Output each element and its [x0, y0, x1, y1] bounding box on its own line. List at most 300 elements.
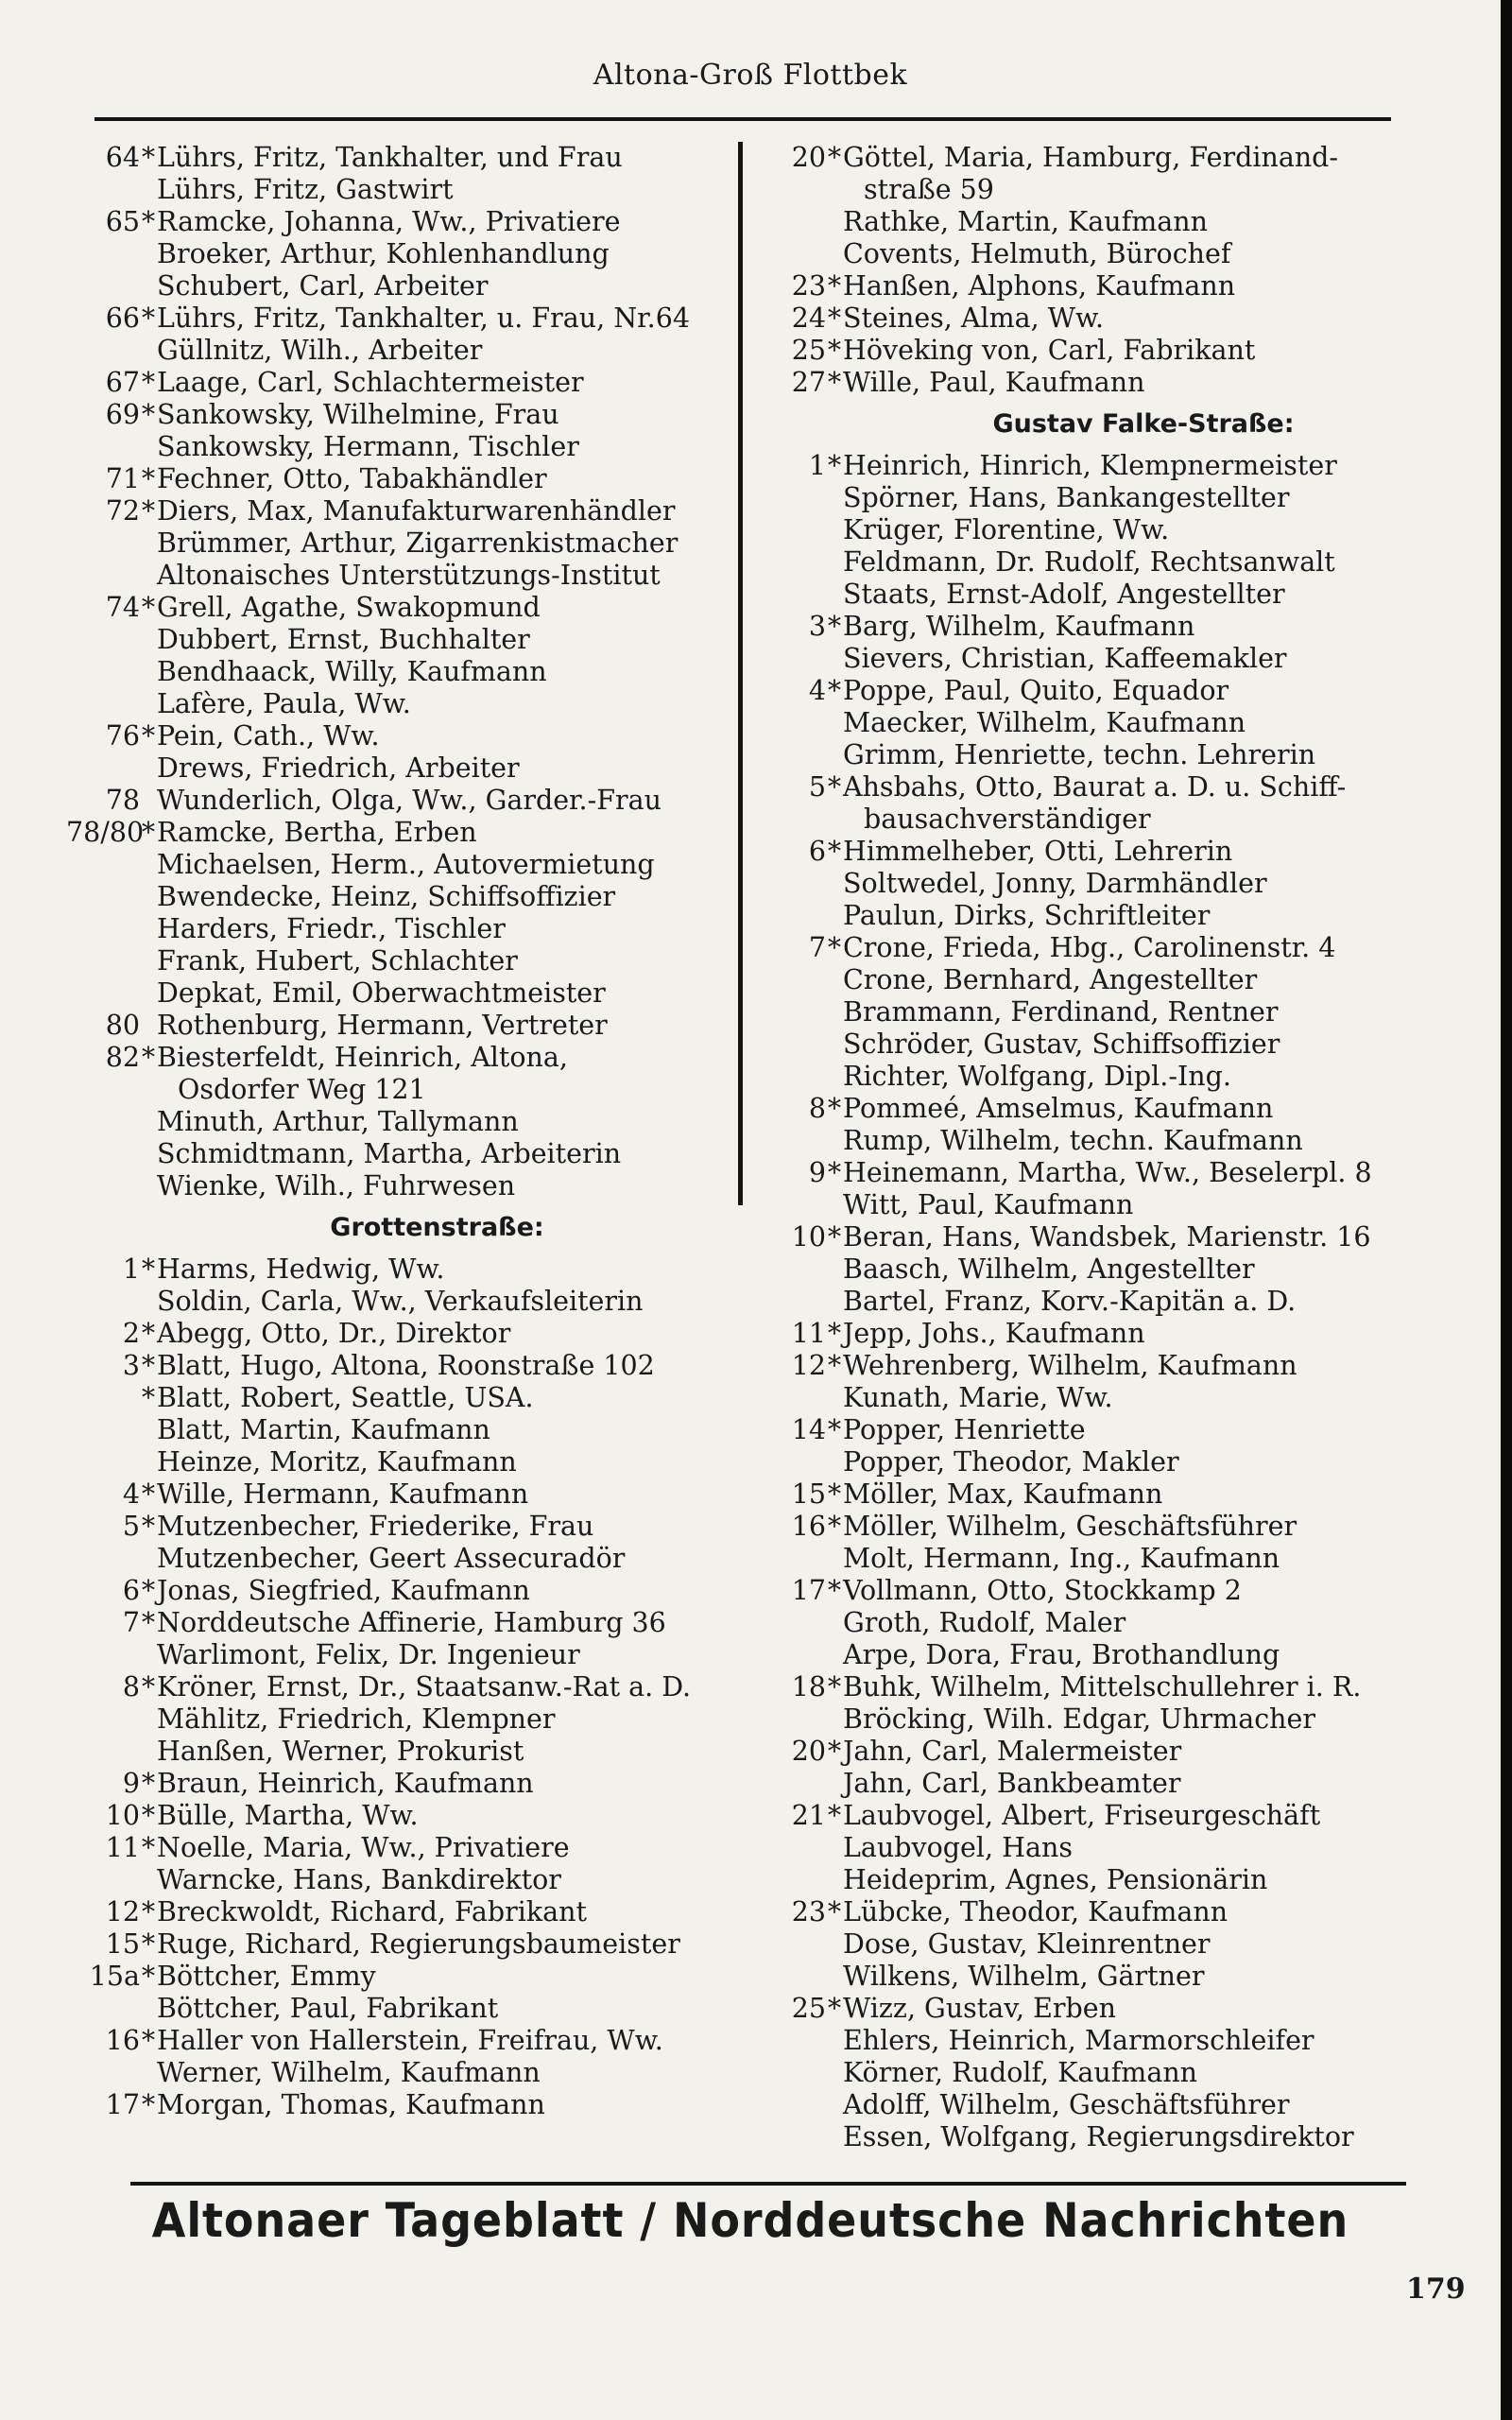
owner-marker — [826, 514, 843, 546]
owner-marker: * — [141, 1961, 156, 1992]
owner-marker — [140, 431, 157, 463]
directory-entry — [756, 335, 1455, 367]
house-number: 25 — [791, 335, 826, 366]
directory-entry — [66, 1170, 732, 1202]
house-number: 15 — [105, 1928, 140, 1960]
house-number: 10 — [105, 1800, 140, 1831]
resident-text: Witt, Paul, Kaufmann — [843, 1189, 1134, 1220]
owner-marker: * — [141, 817, 156, 848]
resident-text: Hanßen, Alphons, Kaufmann — [843, 270, 1236, 302]
directory-entry — [66, 142, 732, 174]
directory-entry — [66, 720, 732, 752]
owner-marker — [140, 1414, 157, 1446]
house-number — [66, 238, 140, 270]
house-number — [756, 1253, 826, 1286]
resident-text: Frank, Hubert, Schlachter — [157, 945, 518, 977]
owner-marker: * — [141, 1896, 156, 1927]
directory-entry — [66, 1639, 732, 1671]
resident-text: Crone, Bernhard, Angestellter — [843, 964, 1258, 995]
directory-entry — [66, 335, 732, 367]
house-number: 16 — [105, 2025, 140, 2056]
directory-entry — [66, 1543, 732, 1575]
house-number: 5 — [122, 1511, 140, 1542]
resident-text: Körner, Rudolf, Kaufmann — [843, 2057, 1198, 2088]
directory-entry — [756, 514, 1455, 546]
house-number — [756, 174, 826, 206]
resident-text: Noelle, Maria, Ww., Privatiere — [157, 1832, 570, 1863]
resident-text: Soltwedel, Jonny, Darmhändler — [843, 868, 1267, 899]
directory-entry — [66, 1896, 732, 1928]
house-number — [66, 1382, 140, 1414]
resident-text: Poppe, Paul, Quito, Equador — [843, 675, 1229, 706]
resident-text: Diers, Max, Manufakturwarenhändler — [157, 495, 676, 527]
house-number — [66, 624, 140, 656]
owner-marker — [826, 964, 843, 996]
directory-entry — [756, 964, 1455, 996]
directory-entry — [66, 1318, 732, 1350]
resident-text: Buhk, Wilhelm, Mittelschullehrer i. R. — [843, 1671, 1362, 1703]
house-number: 74 — [105, 592, 140, 623]
house-number — [756, 1832, 826, 1864]
resident-text: Jepp, Johs., Kaufmann — [843, 1318, 1145, 1349]
resident-text: Warlimont, Felix, Dr. Ingenieur — [157, 1639, 580, 1670]
resident-text: Schubert, Carl, Arbeiter — [157, 270, 489, 302]
house-number — [756, 1639, 826, 1671]
house-number — [756, 2121, 826, 2153]
resident-text: Grell, Agathe, Swakopmund — [157, 592, 541, 623]
resident-text: Jahn, Carl, Bankbeamter — [843, 1768, 1181, 1799]
directory-entry — [66, 945, 732, 977]
resident-text: Broeker, Arthur, Kohlenhandlung — [157, 238, 610, 269]
resident-text: Spörner, Hans, Bankangestellter — [843, 482, 1290, 513]
resident-text: Kunath, Marie, Ww. — [843, 1382, 1113, 1413]
house-number — [66, 1414, 140, 1446]
house-number: 15 — [791, 1478, 826, 1510]
resident-text: Harms, Hedwig, Ww. — [157, 1253, 445, 1285]
resident-text: Rump, Wilhelm, techn. Kaufmann — [843, 1125, 1303, 1156]
resident-text: Molt, Hermann, Ing., Kaufmann — [843, 1543, 1280, 1574]
owner-marker — [140, 1074, 157, 1106]
directory-entry — [66, 1286, 732, 1318]
directory-entry — [66, 752, 732, 785]
resident-text: Möller, Wilhelm, Geschäftsführer — [843, 1511, 1297, 1542]
house-number — [756, 1028, 826, 1061]
house-number: 17 — [791, 1575, 826, 1606]
owner-marker — [140, 688, 157, 720]
house-number: 72 — [105, 495, 140, 527]
house-number: 10 — [791, 1221, 826, 1253]
directory-entry — [756, 1382, 1455, 1414]
owner-marker — [826, 2089, 843, 2121]
owner-marker: * — [141, 720, 156, 752]
owner-marker: * — [141, 1042, 156, 1073]
house-number — [66, 1543, 140, 1575]
resident-text: Barg, Wilhelm, Kaufmann — [843, 611, 1195, 642]
directory-entry — [756, 2089, 1455, 2121]
directory-entry — [756, 1318, 1455, 1350]
house-number: 8 — [122, 1671, 140, 1703]
directory-entry — [66, 1010, 732, 1042]
directory-entry — [66, 1478, 732, 1511]
resident-text: Wunderlich, Olga, Ww., Garder.-Frau — [157, 785, 662, 816]
directory-entry — [66, 1446, 732, 1478]
house-number: 9 — [122, 1768, 140, 1799]
resident-text: Hanßen, Werner, Prokurist — [157, 1736, 524, 1767]
resident-text: Bwendecke, Heinz, Schiffsoffizier — [157, 881, 616, 912]
resident-text: Blatt, Hugo, Altona, Roonstraße 102 — [157, 1350, 655, 1381]
owner-marker — [140, 1703, 157, 1736]
resident-text: Crone, Frieda, Hbg., Carolinenstr. 4 — [843, 932, 1336, 963]
directory-entry — [66, 1832, 732, 1864]
house-number — [756, 2057, 826, 2089]
owner-marker — [826, 206, 843, 238]
resident-text: Ehlers, Heinrich, Marmorschleifer — [843, 2025, 1314, 2056]
directory-entry — [66, 560, 732, 592]
house-number — [66, 527, 140, 560]
section-spacer — [756, 399, 1455, 408]
resident-text: Ramcke, Bertha, Erben — [157, 817, 477, 848]
directory-entry — [756, 1157, 1455, 1189]
directory-entry — [756, 1896, 1455, 1928]
resident-text: Rathke, Martin, Kaufmann — [843, 206, 1208, 237]
house-number — [756, 643, 826, 675]
directory-entry — [66, 1350, 732, 1382]
resident-text: Soldin, Carla, Ww., Verkaufsleiterin — [157, 1286, 644, 1317]
owner-marker — [140, 2057, 157, 2089]
owner-marker: * — [141, 592, 156, 623]
owner-marker: * — [141, 1928, 156, 1960]
resident-text: Fechner, Otto, Tabakhändler — [157, 463, 547, 494]
directory-entry — [756, 2057, 1455, 2089]
owner-marker: * — [141, 463, 156, 494]
owner-marker: * — [141, 1768, 156, 1799]
resident-text: Böttcher, Emmy — [157, 1961, 376, 1992]
house-number — [756, 1061, 826, 1093]
street-heading: Gustav Falke-Straße: — [992, 409, 1295, 439]
house-number — [756, 546, 826, 579]
house-number — [66, 1106, 140, 1138]
resident-text: Norddeutsche Affinerie, Hamburg 36 — [157, 1607, 666, 1638]
house-number — [756, 1961, 826, 1993]
owner-marker — [140, 1010, 157, 1042]
resident-text: Schmidtmann, Martha, Arbeiterin — [157, 1138, 622, 1169]
directory-entry — [66, 1253, 732, 1286]
owner-marker — [826, 2057, 843, 2089]
directory-entry — [756, 2121, 1455, 2153]
resident-text: Baasch, Wilhelm, Angestellter — [843, 1253, 1255, 1285]
directory-entry — [756, 1543, 1455, 1575]
resident-text: Mählitz, Friedrich, Klempner — [157, 1703, 556, 1735]
directory-entry — [756, 367, 1455, 399]
resident-text: Blatt, Robert, Seattle, USA. — [157, 1382, 534, 1413]
house-number: 80 — [105, 1010, 140, 1041]
street-heading: Grottenstraße: — [330, 1213, 544, 1242]
house-number — [66, 752, 140, 785]
owner-marker — [140, 1106, 157, 1138]
owner-marker: * — [827, 270, 842, 302]
directory-entry — [66, 656, 732, 688]
owner-marker — [140, 913, 157, 945]
house-number: 1 — [122, 1253, 140, 1285]
directory-entry — [756, 1768, 1455, 1800]
directory-entry — [66, 463, 732, 495]
owner-marker: * — [827, 1350, 842, 1381]
directory-entry — [756, 1286, 1455, 1318]
directory-entry — [756, 1864, 1455, 1896]
house-number — [66, 1703, 140, 1736]
resident-text: Vollmann, Otto, Stockkamp 2 — [843, 1575, 1242, 1606]
house-number: 7 — [808, 932, 826, 963]
house-number — [66, 335, 140, 367]
directory-entry — [756, 1575, 1455, 1607]
house-number: 6 — [808, 836, 826, 867]
resident-text: Krüger, Florentine, Ww. — [843, 514, 1170, 545]
house-number: 11 — [791, 1318, 826, 1349]
owner-marker: * — [141, 1318, 156, 1349]
house-number — [756, 1543, 826, 1575]
house-number — [66, 945, 140, 977]
house-number: 23 — [791, 1896, 826, 1927]
owner-marker: * — [827, 611, 842, 642]
owner-marker: * — [141, 1575, 156, 1606]
directory-entry — [66, 174, 732, 206]
owner-marker: * — [827, 771, 842, 803]
resident-text: Wille, Paul, Kaufmann — [843, 367, 1145, 398]
resident-text: Jonas, Siegfried, Kaufmann — [157, 1575, 530, 1606]
directory-entry — [756, 1993, 1455, 2025]
directory-entry — [66, 1703, 732, 1736]
house-number: 8 — [808, 1093, 826, 1124]
house-number: 4 — [122, 1478, 140, 1510]
owner-marker: * — [827, 1993, 842, 2024]
directory-entry — [756, 1350, 1455, 1382]
directory-entry — [756, 1703, 1455, 1736]
directory-entry — [66, 913, 732, 945]
house-number — [66, 688, 140, 720]
owner-marker — [140, 656, 157, 688]
directory-entry — [756, 206, 1455, 238]
owner-marker: * — [827, 1736, 842, 1767]
directory-entry — [66, 206, 732, 238]
resident-text: Brammann, Ferdinand, Rentner — [843, 996, 1279, 1028]
house-number: 18 — [791, 1671, 826, 1703]
directory-entry — [756, 1478, 1455, 1511]
owner-marker — [140, 1446, 157, 1478]
house-number — [756, 2025, 826, 2057]
owner-marker: * — [141, 206, 156, 237]
directory-entry — [66, 1414, 732, 1446]
owner-marker — [826, 2025, 843, 2057]
resident-text: bausachverständiger — [864, 804, 1151, 835]
owner-marker — [826, 643, 843, 675]
resident-text: Haller von Hallerstein, Freifrau, Ww. — [157, 2025, 663, 2056]
owner-marker — [140, 945, 157, 977]
owner-marker — [826, 1028, 843, 1061]
house-number — [66, 1993, 140, 2025]
owner-marker — [140, 174, 157, 206]
resident-text: Heinrich, Hinrich, Klempnermeister — [843, 450, 1337, 481]
house-number: 82 — [105, 1042, 140, 1073]
resident-text: Sievers, Christian, Kaffeemakler — [843, 643, 1287, 674]
resident-text: Heinze, Moritz, Kaufmann — [157, 1446, 517, 1478]
footer-rule — [130, 2182, 1406, 2186]
directory-entry — [66, 1671, 732, 1703]
house-number — [756, 707, 826, 739]
directory-entry — [66, 592, 732, 624]
directory-entry — [66, 302, 732, 335]
resident-text: Heinemann, Martha, Ww., Beselerpl. 8 — [843, 1157, 1372, 1188]
house-number: 12 — [105, 1896, 140, 1927]
owner-marker: * — [827, 1671, 842, 1703]
resident-text: Maecker, Wilhelm, Kaufmann — [843, 707, 1246, 738]
resident-text: Wizz, Gustav, Erben — [843, 1993, 1116, 2024]
house-number — [66, 849, 140, 881]
owner-marker: * — [141, 1350, 156, 1381]
owner-marker — [826, 1125, 843, 1157]
owner-marker — [826, 1607, 843, 1639]
directory-entry — [66, 1138, 732, 1170]
directory-entry — [66, 2025, 732, 2057]
resident-text: Jahn, Carl, Malermeister — [843, 1736, 1182, 1767]
resident-text: Harders, Friedr., Tischler — [157, 913, 506, 944]
owner-marker — [140, 270, 157, 302]
resident-text: Groth, Rudolf, Maler — [843, 1607, 1126, 1638]
house-number — [756, 868, 826, 900]
house-number — [66, 431, 140, 463]
directory-entry — [66, 1106, 732, 1138]
owner-marker — [826, 1189, 843, 1221]
house-number — [66, 881, 140, 913]
directory-entry — [66, 977, 732, 1010]
directory-entry — [66, 1736, 732, 1768]
resident-text: Steines, Alma, Ww. — [843, 302, 1105, 334]
owner-marker — [140, 881, 157, 913]
house-number: 7 — [122, 1607, 140, 1638]
house-number: 78/80 — [66, 817, 145, 848]
owner-marker — [826, 174, 843, 206]
owner-marker: * — [827, 1093, 842, 1124]
house-number: 5 — [808, 771, 826, 803]
resident-text: Paulun, Dirks, Schriftleiter — [843, 900, 1211, 931]
resident-text: Staats, Ernst-Adolf, Angestellter — [843, 579, 1285, 610]
resident-text: Himmelheber, Otti, Lehrerin — [843, 836, 1233, 867]
resident-text: Abegg, Otto, Dr., Direktor — [157, 1318, 511, 1349]
resident-text: Laubvogel, Hans — [843, 1832, 1073, 1863]
house-number — [66, 270, 140, 302]
directory-entry — [66, 1042, 732, 1074]
resident-text: Mutzenbecher, Geert Assecuradör — [157, 1543, 626, 1574]
house-number — [756, 2089, 826, 2121]
resident-text: Popper, Theodor, Makler — [843, 1446, 1179, 1478]
directory-entry — [66, 2089, 732, 2121]
owner-marker: * — [141, 142, 156, 173]
directory-entry — [66, 399, 732, 431]
resident-text: Göttel, Maria, Hamburg, Ferdinand- — [843, 142, 1339, 173]
directory-entry — [756, 1607, 1455, 1639]
directory-entry — [66, 1511, 732, 1543]
owner-marker — [140, 560, 157, 592]
resident-text: Laubvogel, Albert, Friseurgeschäft — [843, 1800, 1321, 1831]
directory-entry — [756, 739, 1455, 771]
owner-marker — [140, 1639, 157, 1671]
directory-entry — [756, 1189, 1455, 1221]
resident-text: Feldmann, Dr. Rudolf, Rechtsanwalt — [843, 546, 1335, 578]
owner-marker — [826, 1253, 843, 1286]
house-number — [756, 1286, 826, 1318]
owner-marker: * — [141, 302, 156, 334]
directory-entry — [66, 527, 732, 560]
resident-text: Bartel, Franz, Korv.-Kapitän a. D. — [843, 1286, 1297, 1317]
owner-marker: * — [141, 1253, 156, 1285]
resident-text: Wehrenberg, Wilhelm, Kaufmann — [843, 1350, 1297, 1381]
owner-marker — [140, 335, 157, 367]
house-number: 69 — [105, 399, 140, 430]
directory-entry — [756, 707, 1455, 739]
resident-text: Ramcke, Johanna, Ww., Privatiere — [157, 206, 621, 237]
house-number — [756, 996, 826, 1028]
owner-marker — [140, 527, 157, 560]
resident-text: Essen, Wolfgang, Regierungsdirektor — [843, 2121, 1354, 2152]
resident-text: Biesterfeldt, Heinrich, Altona, — [157, 1042, 568, 1073]
owner-marker — [140, 1170, 157, 1202]
directory-entry — [756, 579, 1455, 611]
resident-text: Michaelsen, Herm., Autovermietung — [157, 849, 655, 880]
owner-marker: * — [827, 1318, 842, 1349]
page-number: 179 — [1406, 2273, 1466, 2306]
resident-text: Bröcking, Wilh. Edgar, Uhrmacher — [843, 1703, 1316, 1735]
owner-marker — [140, 1286, 157, 1318]
owner-marker — [826, 1061, 843, 1093]
directory-entry — [66, 1800, 732, 1832]
directory-entry — [756, 238, 1455, 270]
owner-marker — [826, 1286, 843, 1318]
directory-entry — [756, 868, 1455, 900]
owner-marker — [826, 238, 843, 270]
resident-text: Wilkens, Wilhelm, Gärtner — [843, 1961, 1205, 1992]
owner-marker: * — [827, 302, 842, 334]
owner-marker: * — [141, 399, 156, 430]
owner-marker — [140, 1864, 157, 1896]
house-number — [756, 900, 826, 932]
owner-marker: * — [827, 450, 842, 481]
directory-entry — [66, 624, 732, 656]
resident-text: Braun, Heinrich, Kaufmann — [157, 1768, 534, 1799]
owner-marker — [826, 739, 843, 771]
house-number: 67 — [105, 367, 140, 398]
house-number — [756, 1768, 826, 1800]
directory-entry — [66, 688, 732, 720]
owner-marker — [826, 546, 843, 579]
house-number: 17 — [105, 2089, 140, 2120]
house-number — [756, 1189, 826, 1221]
directory-entry — [756, 675, 1455, 707]
owner-marker — [140, 1736, 157, 1768]
directory-entry — [66, 1993, 732, 2025]
house-number: 9 — [808, 1157, 826, 1188]
owner-marker — [140, 1138, 157, 1170]
directory-entry — [756, 2025, 1455, 2057]
directory-entry — [756, 932, 1455, 964]
owner-marker: * — [827, 1414, 842, 1445]
resident-text: Ruge, Richard, Regierungsbaumeister — [157, 1928, 680, 1960]
house-number: 3 — [808, 611, 826, 642]
resident-text: Lührs, Fritz, Tankhalter, u. Frau, Nr.64 — [157, 302, 691, 334]
house-number — [756, 1125, 826, 1157]
owner-marker — [826, 1639, 843, 1671]
owner-marker: * — [827, 836, 842, 867]
directory-entry — [66, 1575, 732, 1607]
directory-entry — [756, 482, 1455, 514]
